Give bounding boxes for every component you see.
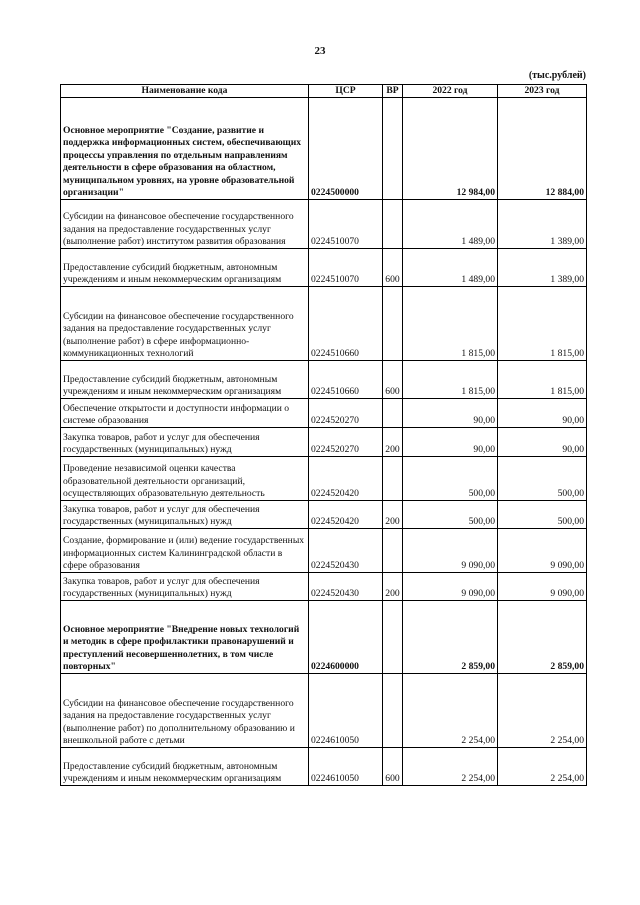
table-row [61, 573, 587, 601]
table-row [61, 200, 587, 249]
row-csr: 0224510660 [309, 361, 383, 399]
row-value-2022: 1 489,00 [403, 249, 498, 287]
row-value-2022: 2 254,00 [403, 748, 498, 786]
row-name: Субсидии на финансовое обеспечение государственного задания на предоставление государственных услуг (выполнение работ) в сфере информационно-коммуникационных технологий [61, 287, 309, 361]
header-name: Наименование кода [61, 85, 309, 98]
row-vr [383, 399, 403, 428]
row-name: Закупка товаров, работ и услуг для обеспечения государственных (муниципальных) нужд [61, 428, 309, 457]
row-csr: 0224610050 [309, 748, 383, 786]
row-vr [383, 529, 403, 573]
table-row [61, 501, 587, 529]
row-name: Основное мероприятие "Внедрение новых технологий и методик в сфере профилактики правонарушений и преступлений несовершеннолетних, в том числе повторных" [61, 601, 309, 674]
row-vr: 200 [383, 501, 403, 529]
row-value-2022: 1 815,00 [403, 361, 498, 399]
row-value-2023: 9 090,00 [498, 573, 587, 601]
table-body [61, 98, 587, 786]
row-value-2023: 500,00 [498, 501, 587, 529]
header-2023: 2023 год [498, 85, 587, 98]
row-name: Предоставление субсидий бюджетным, автономным учреждениям и иным некоммерческим организациям [61, 249, 309, 287]
row-value-2022: 90,00 [403, 399, 498, 428]
row-name: Субсидии на финансовое обеспечение государственного задания на предоставление государственных услуг (выполнение работ) институтом развития образования [61, 200, 309, 249]
row-vr: 600 [383, 249, 403, 287]
budget-table [60, 84, 587, 786]
row-value-2022: 9 090,00 [403, 573, 498, 601]
row-csr: 0224520420 [309, 457, 383, 501]
row-csr: 0224520270 [309, 428, 383, 457]
row-vr [383, 200, 403, 249]
row-value-2023: 12 884,00 [498, 98, 587, 200]
table-row [61, 457, 587, 501]
row-value-2022: 12 984,00 [403, 98, 498, 200]
row-name: Закупка товаров, работ и услуг для обеспечения государственных (муниципальных) нужд [61, 573, 309, 601]
row-csr: 0224510660 [309, 287, 383, 361]
row-csr: 0224600000 [309, 601, 383, 674]
row-csr: 0224520270 [309, 399, 383, 428]
row-vr: 200 [383, 428, 403, 457]
row-vr [383, 601, 403, 674]
row-value-2022: 2 859,00 [403, 601, 498, 674]
row-value-2023: 1 815,00 [498, 287, 587, 361]
header-csr: ЦСР [309, 85, 383, 98]
row-value-2022: 500,00 [403, 457, 498, 501]
page-number: 23 [314, 45, 326, 57]
row-name: Основное мероприятие "Создание, развитие и поддержка информационных систем, обеспечивающих процессы управления по отдельным направлениям деятельности в сфере образования на областном, муниципальном уровнях, на уровне образовательной организации" [61, 98, 309, 200]
table-row [61, 287, 587, 361]
header-vr: ВР [383, 85, 403, 98]
row-value-2022: 1 815,00 [403, 287, 498, 361]
row-csr: 0224520430 [309, 573, 383, 601]
row-value-2023: 2 254,00 [498, 748, 587, 786]
row-value-2022: 500,00 [403, 501, 498, 529]
row-vr [383, 457, 403, 501]
row-value-2023: 2 254,00 [498, 674, 587, 748]
row-name: Предоставление субсидий бюджетным, автономным учреждениям и иным некоммерческим организациям [61, 748, 309, 786]
row-name: Создание, формирование и (или) ведение государственных информационных систем Калининградской области в сфере образования [61, 529, 309, 573]
row-name: Предоставление субсидий бюджетным, автономным учреждениям и иным некоммерческим организациям [61, 361, 309, 399]
row-vr [383, 287, 403, 361]
table-row [61, 428, 587, 457]
table-row [61, 748, 587, 786]
row-value-2022: 1 489,00 [403, 200, 498, 249]
row-value-2023: 90,00 [498, 428, 587, 457]
row-value-2023: 9 090,00 [498, 529, 587, 573]
table-row [61, 249, 587, 287]
row-vr: 200 [383, 573, 403, 601]
row-name: Закупка товаров, работ и услуг для обеспечения государственных (муниципальных) нужд [61, 501, 309, 529]
table-row [61, 399, 587, 428]
table-row [61, 529, 587, 573]
row-vr [383, 674, 403, 748]
row-csr: 0224500000 [309, 98, 383, 200]
table-row [61, 98, 587, 200]
row-vr: 600 [383, 361, 403, 399]
row-csr: 0224610050 [309, 674, 383, 748]
table-row [61, 674, 587, 748]
row-value-2022: 2 254,00 [403, 674, 498, 748]
row-value-2022: 9 090,00 [403, 529, 498, 573]
table-header-row [61, 85, 587, 98]
row-value-2023: 1 815,00 [498, 361, 587, 399]
units-label: (тыс.рублей) [528, 70, 586, 81]
row-value-2023: 90,00 [498, 399, 587, 428]
row-csr: 0224510070 [309, 200, 383, 249]
row-value-2023: 1 389,00 [498, 249, 587, 287]
row-csr: 0224520430 [309, 529, 383, 573]
table-row [61, 361, 587, 399]
row-name: Обеспечение открытости и доступности информации о системе образования [61, 399, 309, 428]
table-row [61, 601, 587, 674]
row-value-2023: 500,00 [498, 457, 587, 501]
header-2022: 2022 год [403, 85, 498, 98]
row-csr: 0224520420 [309, 501, 383, 529]
row-value-2023: 2 859,00 [498, 601, 587, 674]
row-name: Субсидии на финансовое обеспечение государственного задания на предоставление государственных услуг (выполнение работ) по дополнительному образованию и внешкольной работе с детьми [61, 674, 309, 748]
row-value-2022: 90,00 [403, 428, 498, 457]
row-value-2023: 1 389,00 [498, 200, 587, 249]
row-csr: 0224510070 [309, 249, 383, 287]
row-name: Проведение независимой оценки качества образовательной деятельности организаций, осуществляющих образовательную деятельность [61, 457, 309, 501]
row-vr: 600 [383, 748, 403, 786]
row-vr [383, 98, 403, 200]
